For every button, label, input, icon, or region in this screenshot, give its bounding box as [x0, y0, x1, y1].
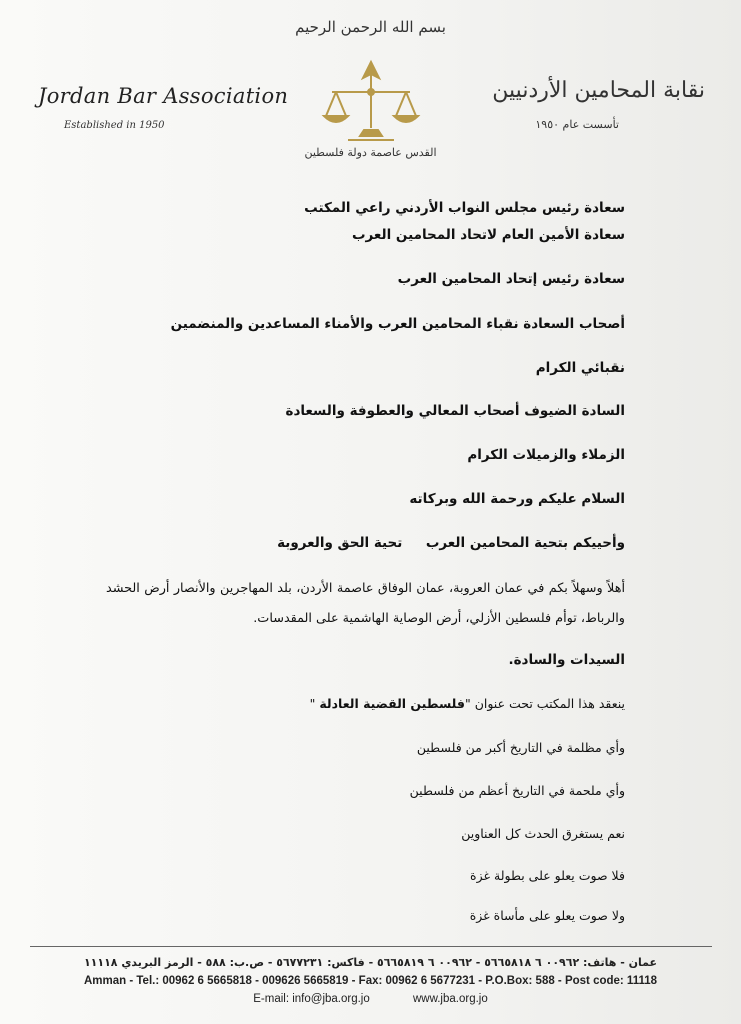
footer-divider [30, 946, 712, 947]
salutation-line: السادة الضيوف أصحاب المعالي والعطوفة والسعادة [285, 403, 625, 419]
basmala-calligraphy: بسم الله الرحمن الرحيم [295, 18, 446, 36]
salutation-line: سعادة الأمين العام لاتحاد المحامين العرب [351, 227, 625, 243]
salutation-line: سعادة رئيس إتحاد المحامين العرب [397, 271, 625, 287]
salutation-line: وأحييكم بتحية المحامين العرب تحية الحق والعروبة [277, 535, 625, 551]
title-close: " [309, 696, 316, 711]
english-association-name: Jordan Bar Association [38, 84, 289, 108]
emblem-caption: القدس عاصمة دولة فلسطين [304, 146, 437, 159]
english-established-text: Established in 1950 [64, 120, 165, 131]
salutation-line: الزملاء والزميلات الكرام [467, 447, 625, 463]
title-intro: ينعقد هذا المكتب تحت عنوان " [464, 696, 625, 711]
salutation-line: سعادة رئيس مجلس النواب الأردني راعي المكتب [304, 200, 625, 216]
salutation-line: السلام عليكم ورحمة الله وبركاته [409, 491, 625, 507]
conference-title: فلسطين القضية العادلة [319, 696, 465, 711]
footer-arabic-contact: عمان - هاتف: ٠٠٩٦٢ ٦ ٥٦٦٥٨١٨ - ٠٠٩٦٢ ٦ ٥٦٦٥٨١٩ - فاكس: ٥٦٧٧٢٣١ - ص.ب: ٥٨٨ - الرمز البريدي ١١١١٨ [83, 956, 658, 969]
salutation-line: أصحاب السعادة نقباء المحامين العرب والأمناء المساعدين والمنضمين [170, 316, 625, 332]
arabic-established-text: تأسست عام ١٩٥٠ [535, 118, 619, 131]
salutation-line: نقبائي الكرام [535, 360, 625, 376]
footer-email: E-mail: info@jba.org.jo [253, 993, 370, 1005]
body-line: وأي مظلمة في التاريخ أكبر من فلسطين [416, 740, 625, 755]
ladies-gentlemen-heading: السيدات والسادة. [508, 652, 625, 668]
body-line: وأي ملحمة في التاريخ أعظم من فلسطين [409, 783, 625, 798]
footer-website: www.jba.org.jo [412, 993, 488, 1005]
conference-title-line [310, 696, 625, 711]
body-line: ولا صوت يعلو على مأساة غزة [469, 908, 625, 923]
body-line: نعم يستغرق الحدث كل العناوين [461, 826, 625, 841]
footer-web-contact [0, 993, 741, 1005]
welcome-paragraph: أهلاً وسهلاً بكم في عمان العروبة، عمان الوفاق عاصمة الأردن، بلد المهاجرين والأنصار أرض الحشد والرباط، توأم فلسطين الأزلي، أرض الوصاية الهاشمية على المقدسات. [106, 581, 625, 626]
body-line: فلا صوت يعلو على بطولة غزة [470, 868, 625, 883]
arabic-association-name: نقابة المحامين الأردنيين [492, 78, 705, 103]
footer-english-contact: Amman - Tel.: 00962 6 5665818 - 009626 5665819 - Fax: 00962 6 5677231 - P.O.Box: 588 - Post code: 11118 [83, 975, 658, 987]
